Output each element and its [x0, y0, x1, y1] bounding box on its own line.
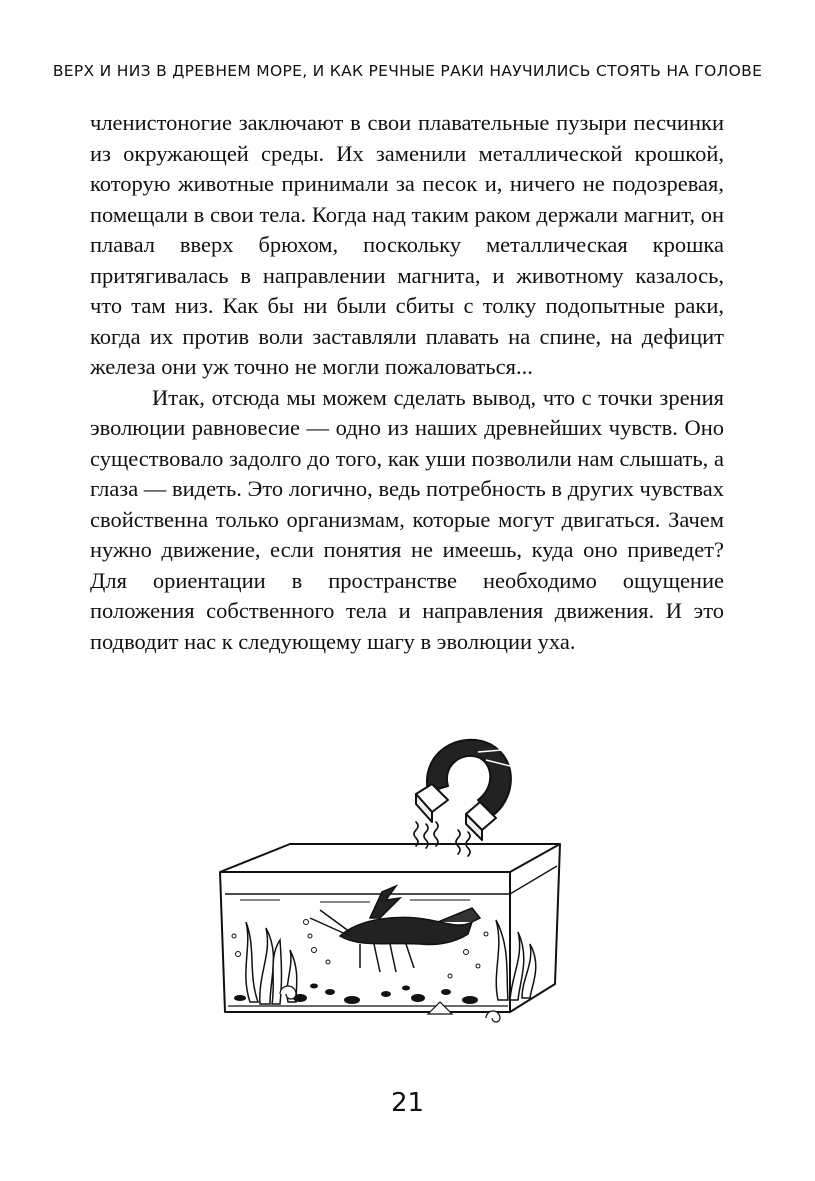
paragraph-1: членистоногие заключают в свои плавательные пузыри песчинки из окружающей среды. Их заменили металлической крошкой, которую животные принимали за песок и, ничего не подозревая, помещали в свои тела. Когда над таким раком держали магнит, он плавал вверх брюхом, поскольку металлическая крошка притягивалась в направлении магнита, и животному казалось, что там низ. Как бы ни были сбиты с толку подопытные раки, когда их против воли заставляли плавать на спине, на дефицит железа они уж точно не могли пожаловаться... — [90, 110, 724, 379]
running-header: ВЕРХ И НИЗ В ДРЕВНЕМ МОРЕ, И КАК РЕЧНЫЕ РАКИ НАУЧИЛИСЬ СТОЯТЬ НА ГОЛОВЕ — [52, 62, 763, 80]
page-number: 21 — [390, 1088, 425, 1118]
magnet-over-aquarium-crayfish-icon — [210, 722, 570, 1042]
magnetic-field-lines — [414, 822, 470, 856]
body-text — [90, 108, 724, 657]
horseshoe-magnet — [416, 740, 511, 840]
paragraph-2: Итак, отсюда мы можем сделать вывод, что с точки зрения эволюции равновесие — одно из наших древнейших чувств. Оно существовало задолго до того, как уши позволили нам слышать, а глаза — видеть. Это логично, ведь потребность в других чувствах свойственна только организмам, которые могут двигаться. Зачем нужно движение, если понятия не имеешь, куда оно приведет? Для ориентации в пространстве необходимо ощущение положения собственного тела и направления движения. И это подводит нас к следующему шагу в эволюции уха. — [90, 384, 724, 654]
shells — [280, 986, 500, 1022]
crayfish — [310, 886, 480, 972]
